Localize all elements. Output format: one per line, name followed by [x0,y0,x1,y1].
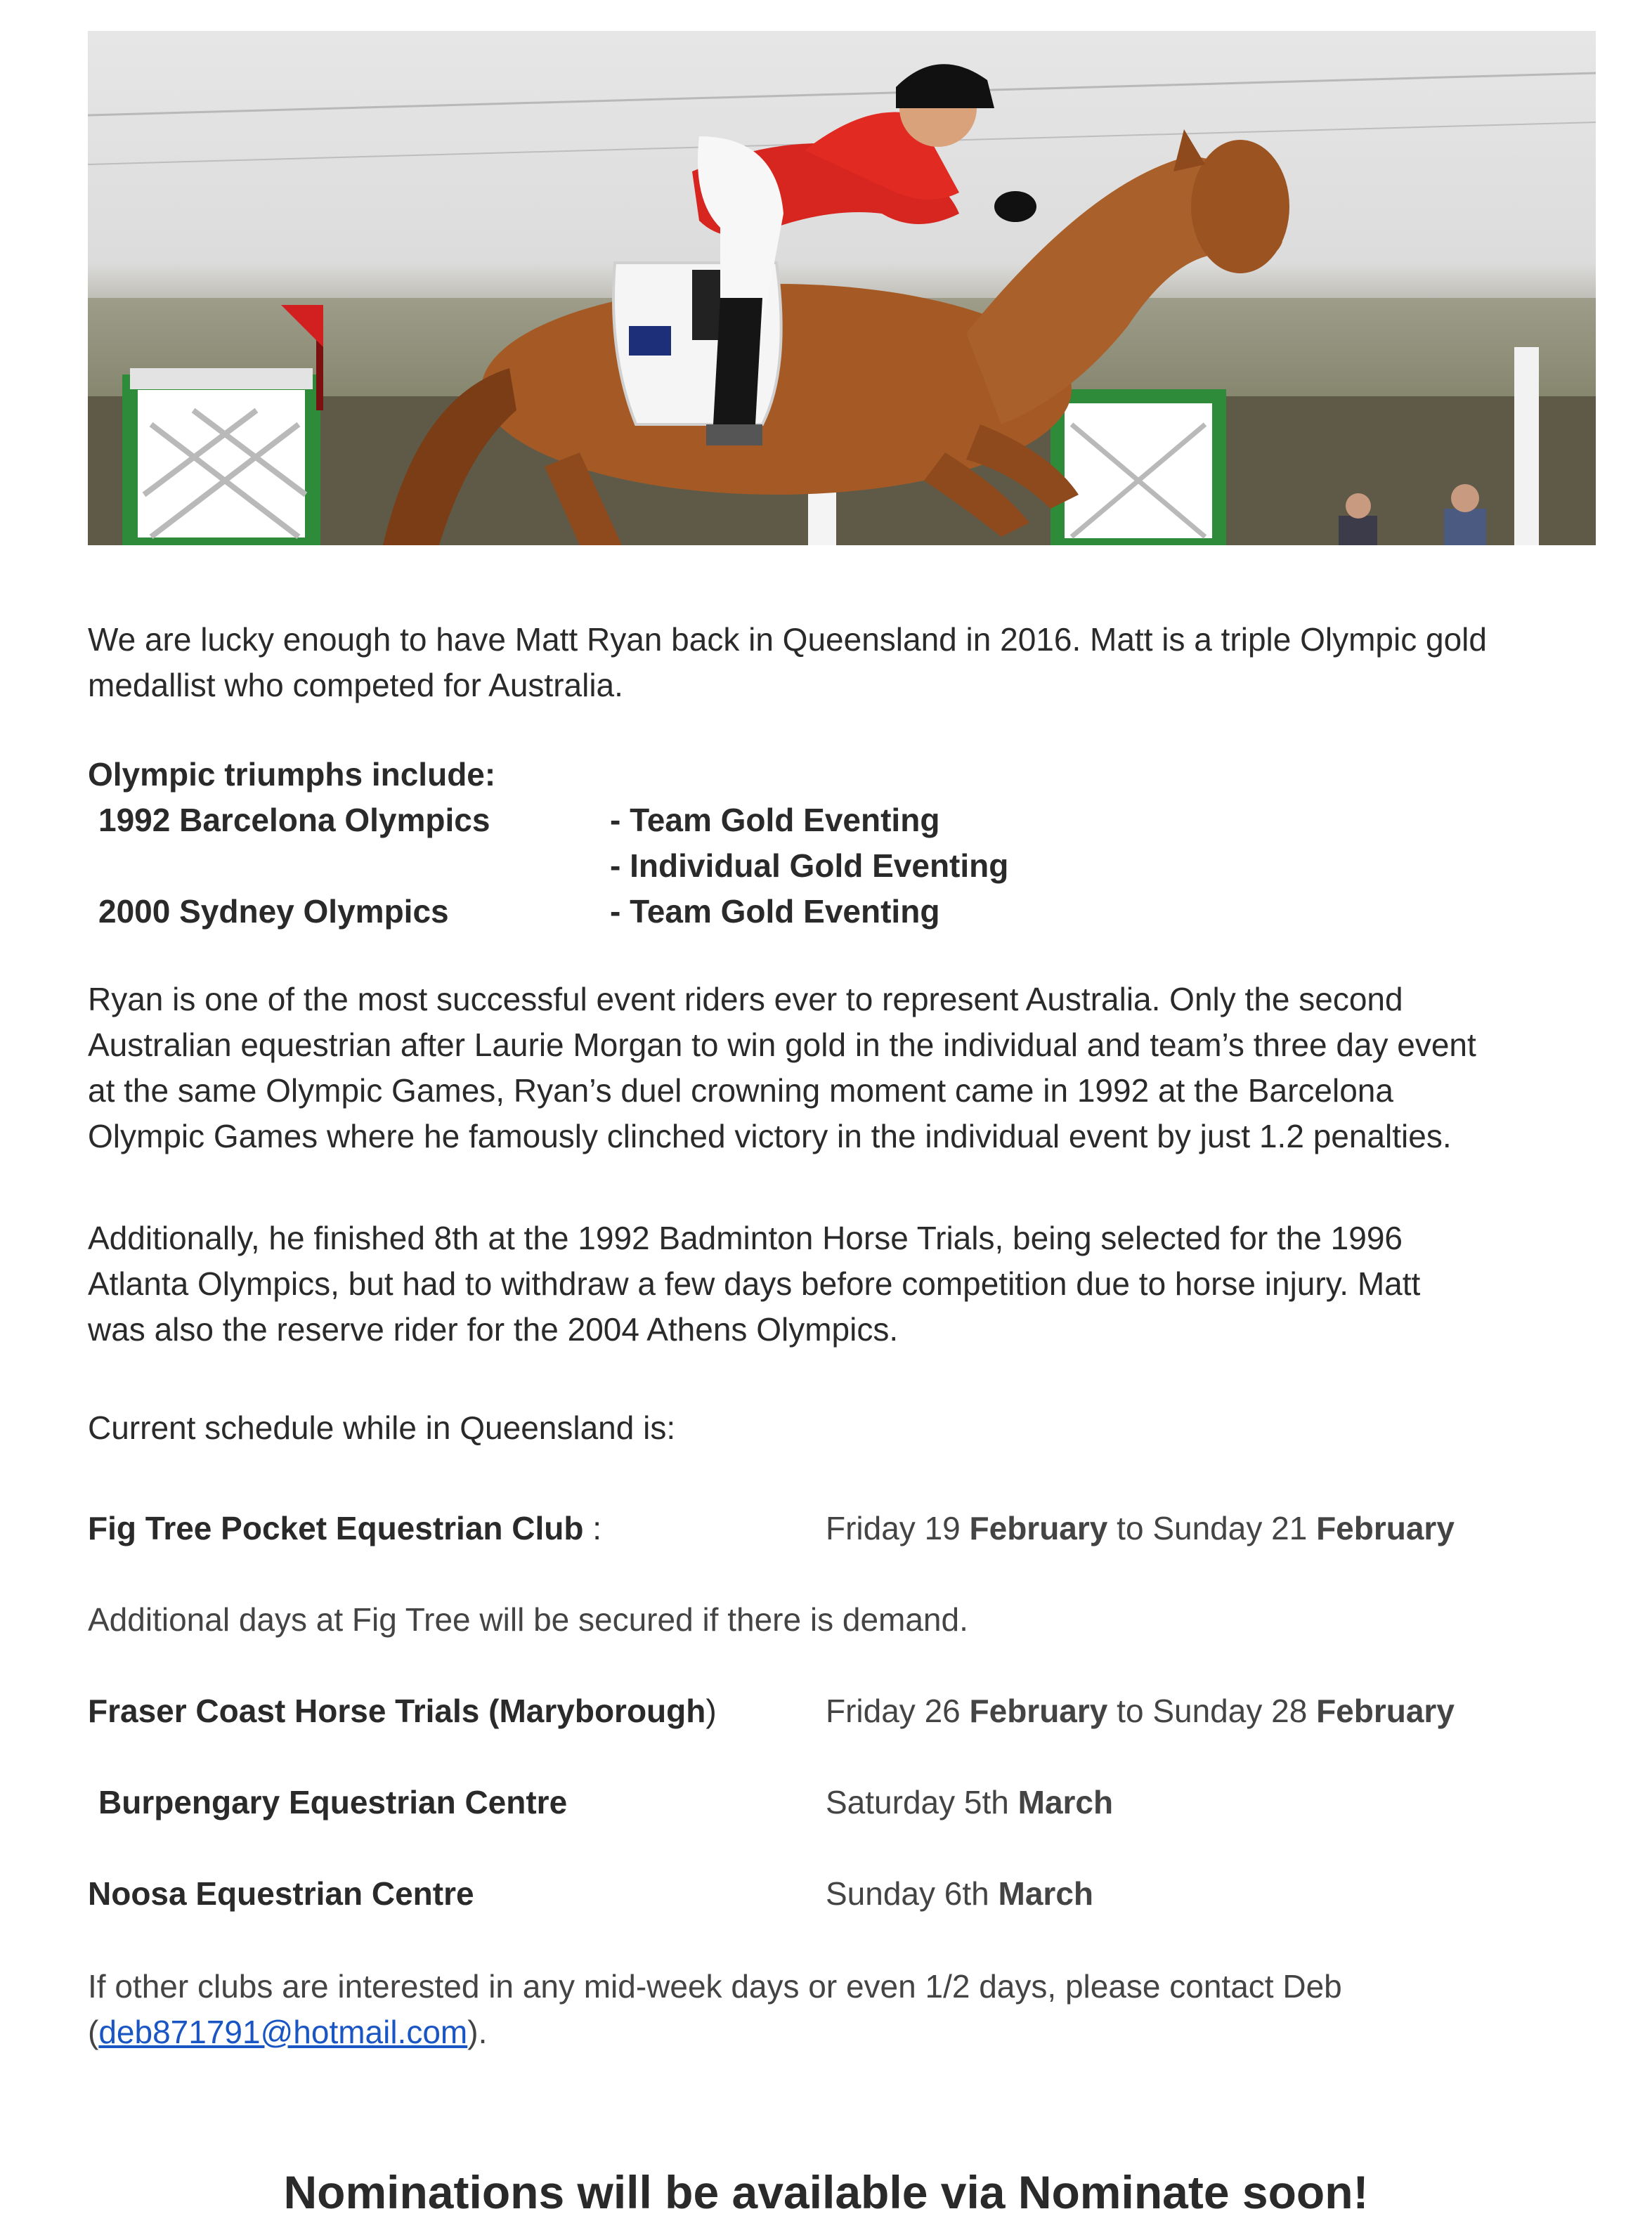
venue-fig-tree [88,1506,601,1551]
contact-email-line [88,2009,1634,2055]
additional-line: Additionally, he finished 8th at the 1992 Badminton Horse Trials, being selected for the 1996 [88,1220,1403,1256]
bio-line: Ryan is one of the most successful event riders ever to represent Australia. Only the second [88,981,1403,1017]
month-end: February [1316,1693,1455,1729]
bio-line: at the same Olympic Games, Ryan’s duel crowning moment came in 1992 at the Barcelona [88,1072,1393,1109]
intro-line-2: medallist who competed for Australia. [88,667,623,703]
venue-suffix: ) [705,1693,717,1729]
date-start: Friday 19 [826,1510,970,1546]
venue-noosa: Noosa Equestrian Centre [88,1875,474,1912]
triumph-games: 2000 Sydney Olympics [98,893,449,930]
fig-tree-note: Additional days at Fig Tree will be secured if there is demand. [88,1601,968,1638]
date-start: Sunday 6th [826,1875,999,1912]
paren-close: ). [467,2014,488,2050]
venue-name: Fig Tree Pocket Equestrian Club [88,1510,584,1546]
contact-line: If other clubs are interested in any mid-week days or even 1/2 days, please contact Deb [88,1968,1342,2005]
triumph-games: 1992 Barcelona Olympics [98,802,490,838]
month-start: February [969,1510,1108,1546]
date-start: Friday 26 [826,1693,970,1729]
hero-photo [88,31,1596,545]
dates-fraser [826,1688,1455,1734]
month-start: March [998,1875,1094,1912]
date-to: to Sunday 21 [1107,1510,1317,1546]
date-start: Saturday 5th [826,1784,1018,1820]
venue-name: Fraser Coast Horse Trials (Maryborough [88,1693,706,1729]
nominations-banner: Nominations will be available via Nominate soon! [283,2166,1369,2218]
month-end: February [1316,1510,1455,1546]
dates-fig-tree [826,1506,1455,1551]
bio-line: Olympic Games where he famously clinched victory in the individual event by just 1.2 penalties. [88,1118,1452,1154]
horse-rider-illustration [88,31,1596,545]
bio-line: Australian equestrian after Laurie Morgan to win gold in the individual and team’s three day event [88,1027,1476,1063]
triumph-result: - Individual Gold Eventing [610,847,1009,884]
venue-fraser [88,1688,717,1734]
additional-line: Atlanta Olympics, but had to withdraw a few days before competition due to horse injury. Matt [88,1265,1421,1302]
date-to: to Sunday 28 [1107,1693,1317,1729]
triumph-result: - Team Gold Eventing [610,893,940,930]
triumph-result: - Team Gold Eventing [610,802,940,838]
schedule-intro: Current schedule while in Queensland is: [88,1409,676,1446]
additional-line: was also the reserve rider for the 2004 Athens Olympics. [88,1311,899,1348]
venue-suffix: : [583,1510,602,1546]
email-link[interactable]: deb871791@hotmail.com [98,2014,468,2050]
paren-open: ( [88,2014,99,2050]
month-start: February [969,1693,1108,1729]
triumphs-heading: Olympic triumphs include: [88,756,496,793]
venue-burpengary: Burpengary Equestrian Centre [98,1784,568,1820]
dates-burpengary [826,1780,1113,1825]
month-start: March [1017,1784,1114,1820]
intro-line-1: We are lucky enough to have Matt Ryan back in Queensland in 2016. Matt is a triple Olympic gold [88,621,1487,658]
dates-noosa [826,1871,1093,1917]
